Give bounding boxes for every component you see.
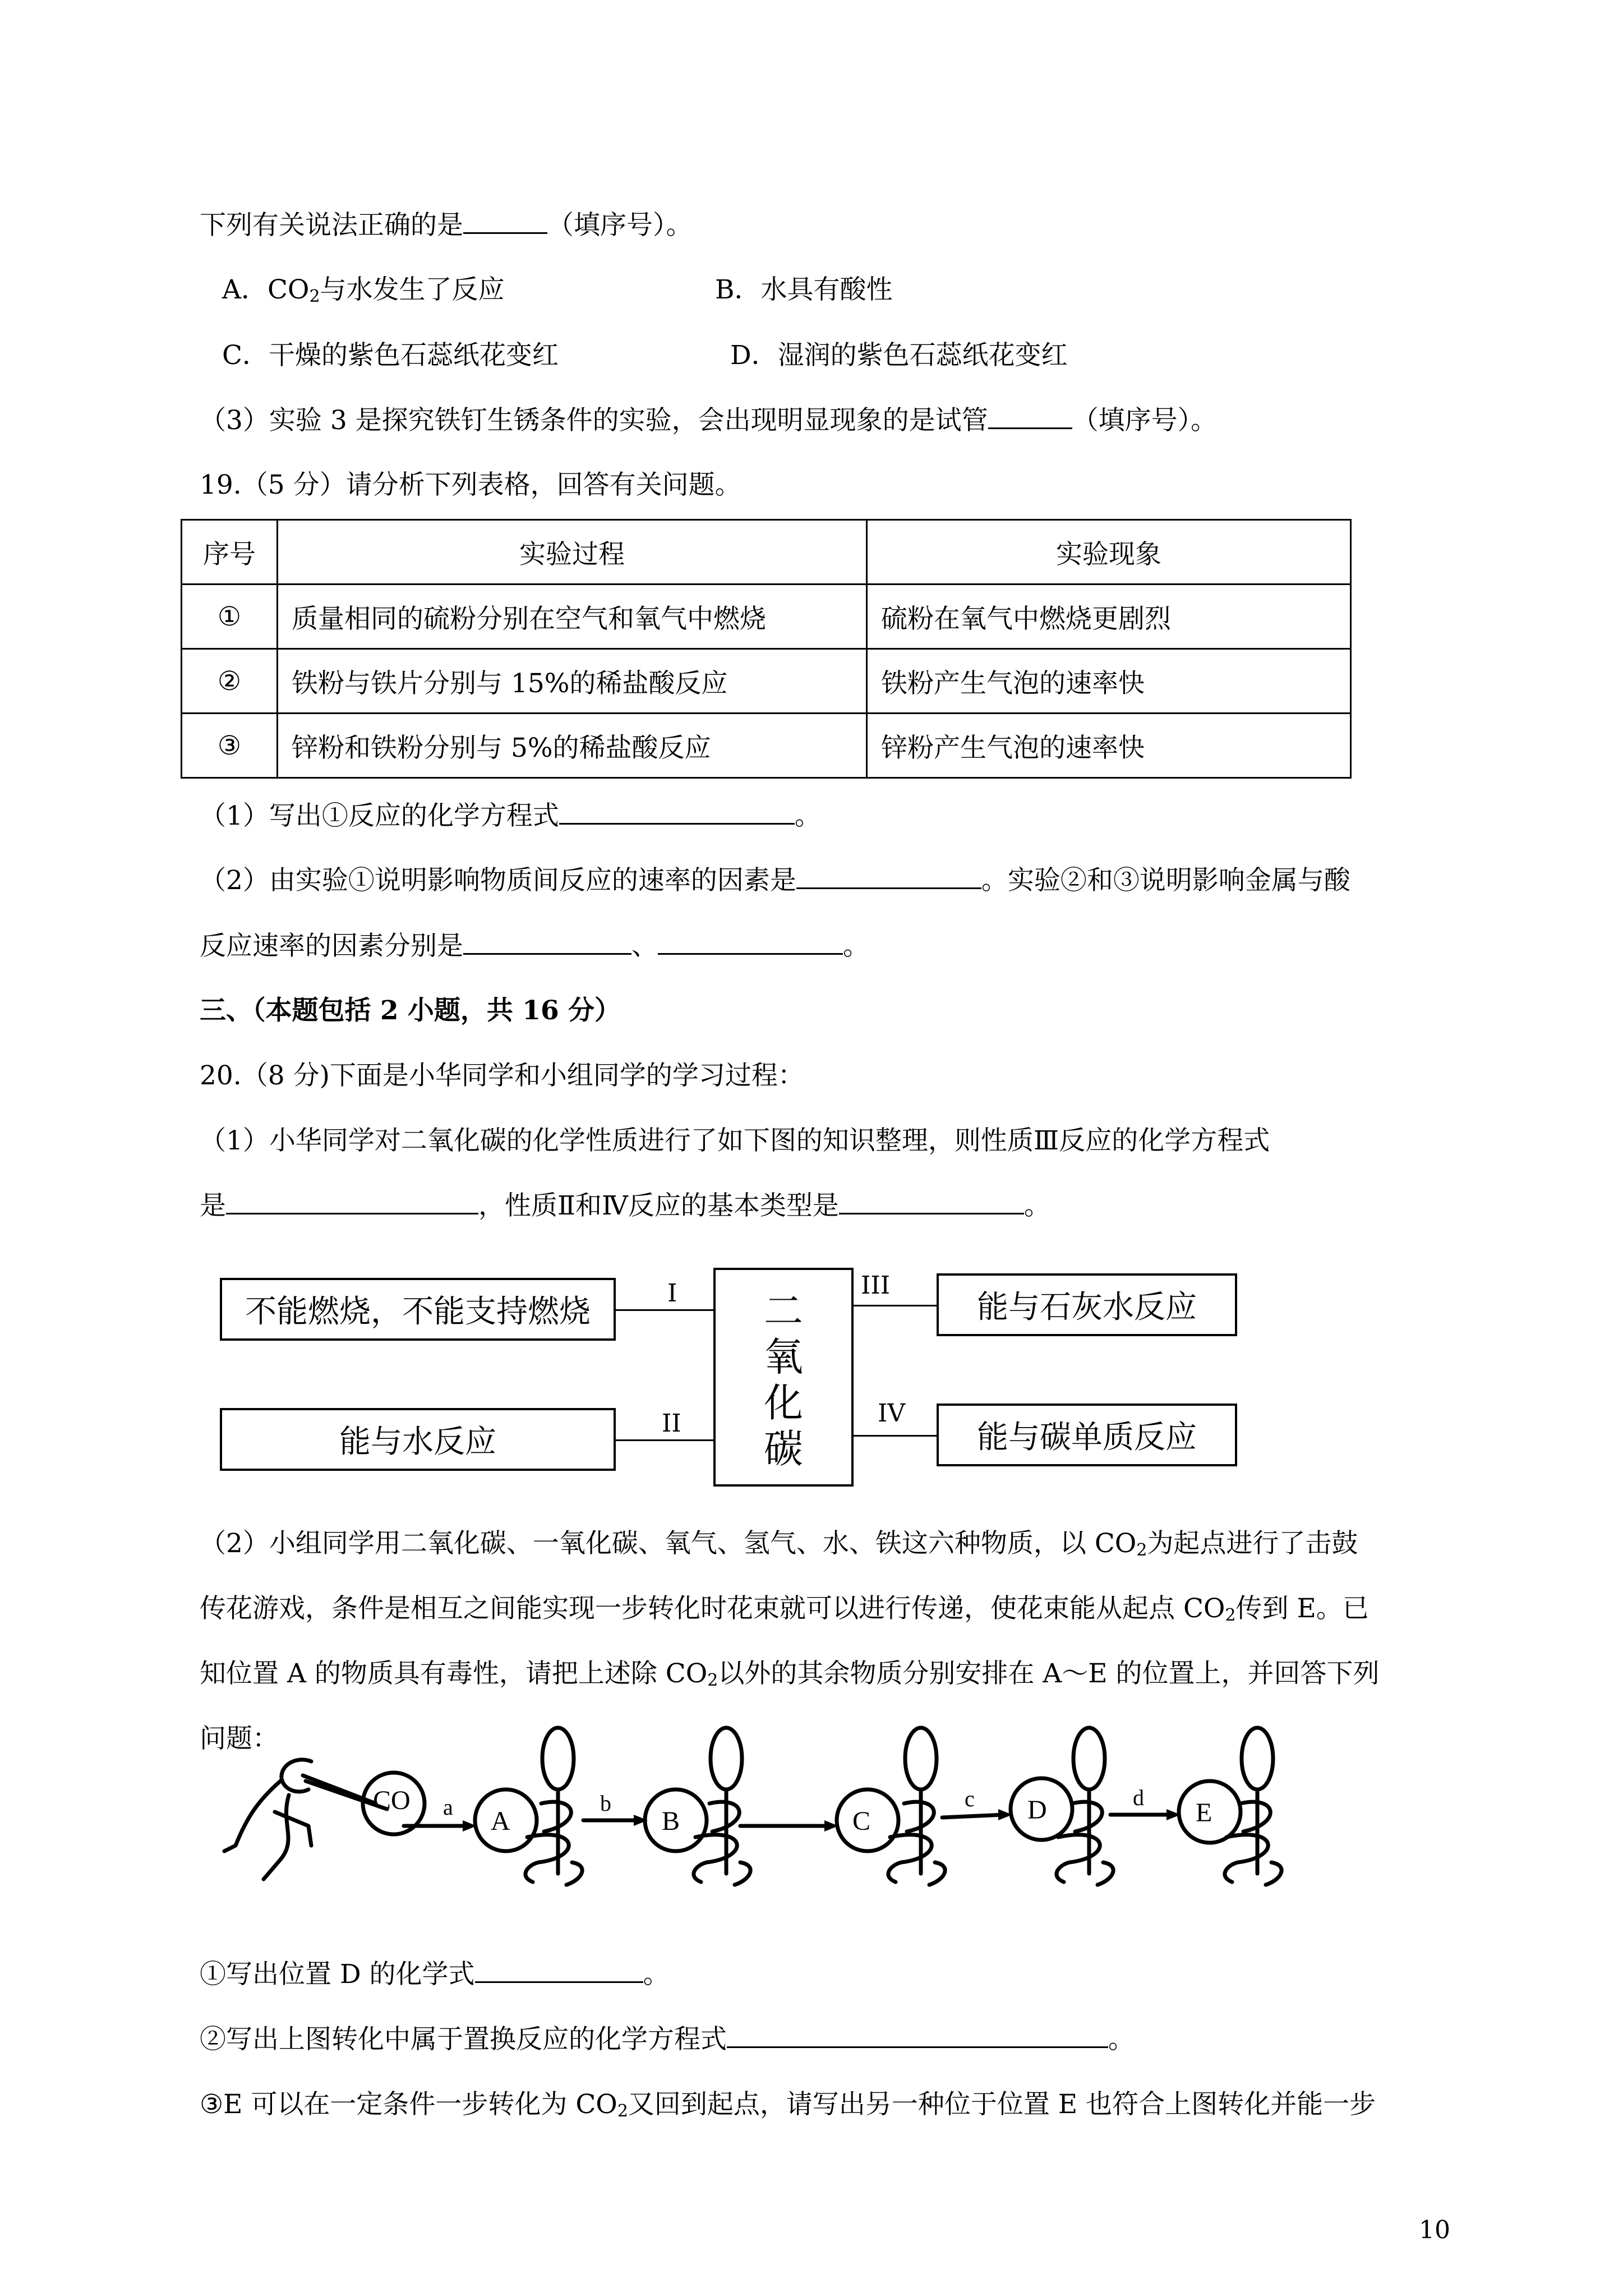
position-label: D bbox=[1027, 1795, 1047, 1825]
table-cell: 硫粉在氧气中燃烧更剧烈 bbox=[867, 585, 1351, 649]
question-line bbox=[200, 2022, 1135, 2058]
table-row bbox=[182, 714, 1351, 778]
question-line bbox=[200, 1957, 670, 1993]
table-cell: 锌粉和铁粉分别与 5%的稀盐酸反应 bbox=[278, 714, 867, 778]
answer-blank[interactable] bbox=[988, 403, 1072, 429]
question-text: 反应速率的因素分别是 bbox=[200, 931, 463, 961]
question-text: （3）实验 3 是探究铁钉生锈条件的实验，会出现明显现象的是试管 bbox=[200, 405, 988, 436]
connector-line bbox=[616, 1439, 713, 1441]
label-iv: IV bbox=[878, 1399, 906, 1428]
property-box-i: 不能燃烧，不能支持燃烧 bbox=[220, 1278, 616, 1341]
answer-blank[interactable] bbox=[559, 798, 795, 825]
arrow-label: a bbox=[443, 1795, 453, 1820]
center-char: 碳 bbox=[764, 1426, 803, 1472]
table-header: 实验过程 bbox=[278, 520, 867, 585]
table-row bbox=[182, 649, 1351, 714]
figure-d bbox=[1011, 1728, 1113, 1885]
answer-blank[interactable] bbox=[226, 1188, 478, 1214]
table-cell: 铁粉与铁片分别与 15%的稀盐酸反应 bbox=[278, 649, 867, 714]
question-text: 传到 E。已 bbox=[1235, 1593, 1369, 1624]
answer-blank[interactable] bbox=[463, 928, 631, 955]
question-text: ③E 可以在一定条件一步转化为 CO bbox=[200, 2089, 617, 2120]
table-cell: 铁粉产生气泡的速率快 bbox=[867, 649, 1351, 714]
center-char: 化 bbox=[764, 1380, 803, 1426]
answer-blank[interactable] bbox=[475, 1957, 643, 1983]
question-text: 为起点进行了击鼓 bbox=[1147, 1528, 1358, 1559]
subscript: 2 bbox=[1225, 1605, 1236, 1625]
question-text: （2）小组同学用二氧化碳、一氧化碳、氧气、氢气、水、铁这六种物质，以 CO bbox=[200, 1528, 1137, 1559]
connector-line bbox=[854, 1305, 937, 1306]
table-cell: 质量相同的硫粉分别在空气和氧气中燃烧 bbox=[278, 585, 867, 649]
question-text: （填序号）。 bbox=[547, 210, 693, 241]
arrow-c bbox=[942, 1815, 1004, 1818]
arrow-label: c bbox=[965, 1786, 975, 1811]
question-text: （填序号）。 bbox=[1072, 405, 1218, 436]
experiment-table bbox=[181, 519, 1352, 779]
table-cell: ① bbox=[182, 585, 278, 649]
table-row bbox=[182, 585, 1351, 649]
question-line bbox=[200, 403, 1217, 439]
position-label: E bbox=[1196, 1798, 1212, 1828]
label-iii: III bbox=[861, 1271, 891, 1300]
question-19-title: 19.（5 分）请分析下列表格，回答有关问题。 bbox=[200, 470, 741, 500]
subscript: 2 bbox=[1136, 1540, 1147, 1560]
answer-blank[interactable] bbox=[658, 928, 843, 955]
question-text: ①写出位置 D 的化学式 bbox=[200, 1959, 475, 1990]
table-cell: ② bbox=[182, 649, 278, 714]
figure-b bbox=[645, 1728, 750, 1885]
subscript: 2 bbox=[707, 1671, 718, 1690]
property-box-iv: 能与碳单质反应 bbox=[937, 1404, 1237, 1466]
option-a bbox=[222, 272, 505, 315]
question-line bbox=[200, 208, 693, 243]
question-text: 。 bbox=[843, 931, 869, 961]
question-line bbox=[200, 1656, 1380, 1699]
question-line bbox=[200, 1591, 1369, 1634]
runner-figure bbox=[224, 1760, 425, 1879]
arrow-label: d bbox=[1133, 1785, 1144, 1810]
answer-blank[interactable] bbox=[839, 1188, 1024, 1214]
center-char: 二 bbox=[764, 1288, 803, 1334]
option-b: B．水具有酸性 bbox=[715, 274, 893, 305]
question-text: 知位置 A 的物质具有毒性，请把上述除 CO bbox=[200, 1658, 708, 1689]
subscript: 2 bbox=[617, 2101, 628, 2121]
question-text: 。 bbox=[794, 800, 821, 831]
question-text: 下列有关说法正确的是 bbox=[200, 210, 463, 241]
arrow-label: b bbox=[600, 1791, 611, 1816]
question-text: 。 bbox=[1023, 1190, 1050, 1221]
answer-blank[interactable] bbox=[727, 2022, 1108, 2048]
question-line bbox=[200, 863, 1350, 899]
question-line bbox=[200, 928, 869, 964]
figure-e bbox=[1179, 1728, 1281, 1885]
label-i: I bbox=[667, 1279, 677, 1308]
center-char: 氧 bbox=[764, 1334, 803, 1380]
label-ii: II bbox=[662, 1409, 681, 1438]
question-line bbox=[200, 798, 821, 834]
question-20-title: 20.（8 分)下面是小华同学和小组同学的学习过程： bbox=[200, 1060, 804, 1091]
question-text: 。 bbox=[643, 1959, 670, 1990]
connector-line bbox=[854, 1435, 937, 1437]
option-text: 与水发生了反应 bbox=[320, 274, 505, 305]
position-label: B bbox=[662, 1806, 680, 1836]
table-header: 实验现象 bbox=[867, 520, 1351, 585]
connector-line bbox=[616, 1309, 713, 1311]
table-header-row bbox=[182, 520, 1351, 585]
question-text: 以外的其余物质分别安排在 A～E 的位置上，并回答下列 bbox=[718, 1658, 1380, 1689]
question-text: 传花游戏，条件是相互之间能实现一步转化时花束就可以进行传递，使花束能从起点 CO bbox=[200, 1593, 1225, 1624]
question-text: 、 bbox=[631, 931, 658, 961]
question-text: 。 bbox=[1108, 2024, 1135, 2055]
table-header: 序号 bbox=[182, 520, 278, 585]
question-text: （1）写出①反应的化学方程式 bbox=[200, 800, 559, 831]
question-text: 又回到起点，请写出另一种位于位置 E 也符合上图转化并能一步 bbox=[628, 2089, 1376, 2120]
section-heading: 三、（本题包括 2 小题，共 16 分） bbox=[200, 995, 621, 1026]
table-cell: 锌粉产生气泡的速率快 bbox=[867, 714, 1351, 778]
question-line bbox=[200, 2087, 1376, 2129]
answer-blank[interactable] bbox=[463, 208, 547, 234]
question-text: ②写出上图转化中属于置换反应的化学方程式 bbox=[200, 2024, 727, 2055]
question-text: （2）由实验①说明影响物质间反应的速率的因素是 bbox=[200, 865, 796, 896]
property-box-ii: 能与水反应 bbox=[220, 1408, 616, 1471]
position-label: A bbox=[491, 1806, 510, 1836]
option-d: D．湿润的紫色石蕊纸花变红 bbox=[730, 340, 1068, 371]
question-text: 是 bbox=[200, 1190, 226, 1221]
property-box-iii: 能与石灰水反应 bbox=[937, 1273, 1237, 1336]
table-cell: ③ bbox=[182, 714, 278, 778]
question-text: 。实验②和③说明影响金属与酸 bbox=[981, 865, 1350, 896]
question-line bbox=[200, 1526, 1358, 1568]
drum-game-figure bbox=[213, 1711, 1324, 1902]
position-label: C bbox=[852, 1806, 871, 1836]
co2-center-box bbox=[713, 1268, 854, 1487]
option-text: A．CO bbox=[222, 274, 310, 305]
subscript: 2 bbox=[309, 287, 320, 306]
question-text: ，性质Ⅱ和Ⅳ反应的基本类型是 bbox=[478, 1190, 839, 1221]
page-number: 10 bbox=[1419, 2216, 1450, 2244]
question-line: （1）小华同学对二氧化碳的化学性质进行了如下图的知识整理，则性质Ⅲ反应的化学方程式 bbox=[200, 1125, 1270, 1156]
question-line bbox=[200, 1188, 1050, 1224]
answer-blank[interactable] bbox=[796, 863, 981, 889]
start-label: CO bbox=[373, 1786, 411, 1815]
question-line: 问题： bbox=[200, 1723, 279, 1754]
option-c: C．干燥的紫色石蕊纸花变红 bbox=[222, 340, 559, 371]
